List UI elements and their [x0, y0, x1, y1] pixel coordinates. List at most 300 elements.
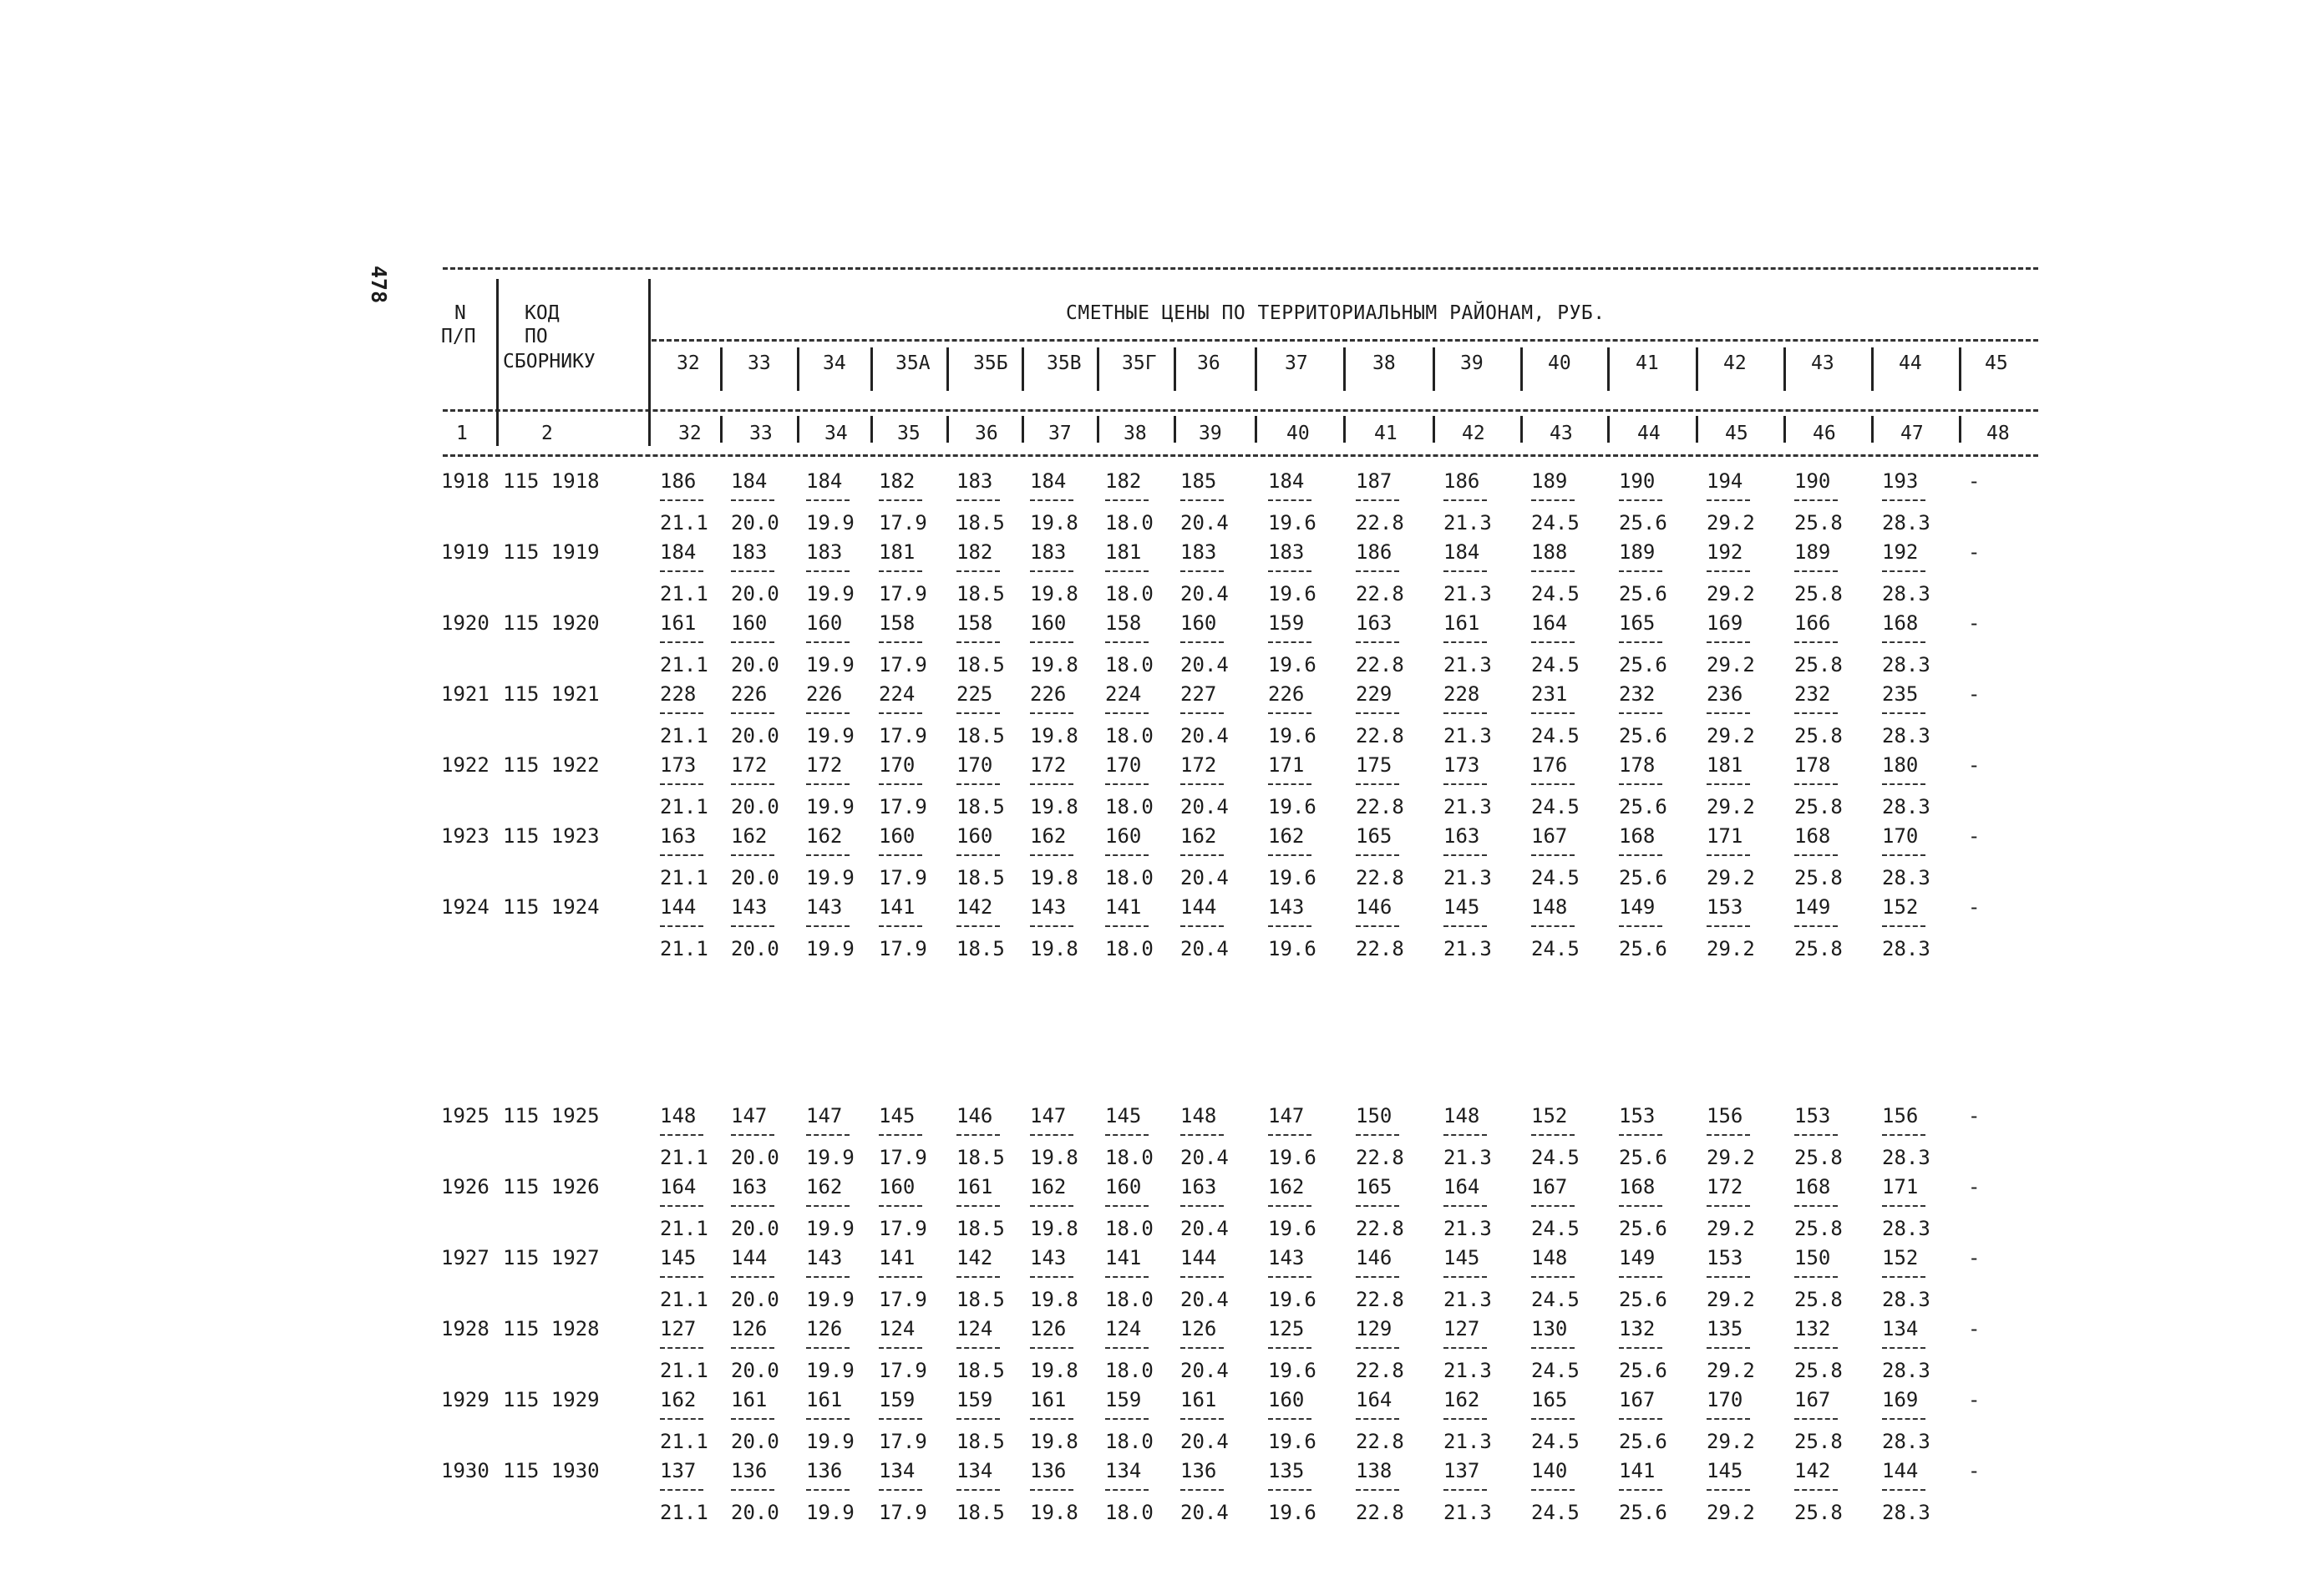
fraction-bar — [1030, 570, 1073, 572]
price-cell: 142 — [1794, 1459, 1831, 1482]
fraction-bar — [1443, 783, 1487, 785]
coefficient-cell: 21.3 — [1443, 1359, 1492, 1382]
fraction-bar — [1105, 499, 1149, 501]
coefficient-cell: 24.5 — [1531, 1146, 1580, 1169]
price-cell: 143 — [806, 1246, 843, 1269]
price-cell: 134 — [1882, 1317, 1919, 1340]
coefficient-cell: 19.6 — [1268, 653, 1316, 676]
coefficient-cell: 28.3 — [1882, 1501, 1930, 1524]
price-cell: 186 — [660, 469, 697, 493]
price-cell: 163 — [1356, 611, 1392, 635]
fraction-bar — [1180, 1276, 1224, 1278]
coefficient-cell: 17.9 — [879, 795, 927, 818]
price-cell: 171 — [1268, 753, 1305, 777]
fraction-bar — [1619, 1418, 1662, 1420]
column-number: 35 — [897, 423, 921, 444]
coefficient-cell: 20.4 — [1180, 582, 1229, 605]
row-number: 1919 — [441, 540, 490, 564]
fraction-bar — [1794, 641, 1838, 643]
region-divider — [720, 347, 723, 391]
fraction-bar — [956, 1418, 1000, 1420]
region-divider — [1433, 347, 1435, 391]
price-cell: 161 — [1180, 1388, 1217, 1411]
region-label: 35Г — [1122, 352, 1157, 374]
region-divider — [946, 347, 949, 391]
header-top-rule — [443, 267, 2038, 270]
coefficient-cell: 21.3 — [1443, 511, 1492, 535]
fraction-bar — [660, 712, 703, 714]
coefficient-cell: 29.2 — [1707, 724, 1755, 747]
fraction-bar — [806, 783, 850, 785]
price-cell: 144 — [731, 1246, 768, 1269]
price-cell: 161 — [1443, 611, 1480, 635]
column-number: 45 — [1725, 423, 1748, 444]
price-cell: 161 — [806, 1388, 843, 1411]
price-cell: 183 — [1030, 540, 1067, 564]
coefficient-cell: 25.8 — [1794, 1430, 1843, 1453]
fraction-bar — [1882, 570, 1925, 572]
price-cell: 143 — [1030, 895, 1067, 919]
coefficient-cell: 28.3 — [1882, 795, 1930, 818]
fraction-bar — [1443, 854, 1487, 856]
row-code: 115 1928 — [503, 1317, 600, 1340]
fraction-bar — [1794, 1134, 1838, 1136]
coefficient-cell: 17.9 — [879, 1430, 927, 1453]
fraction-bar — [1882, 1205, 1925, 1207]
fraction-bar — [731, 1347, 774, 1349]
coefficient-cell: 21.1 — [660, 937, 708, 960]
fraction-bar — [1356, 1347, 1399, 1349]
coefficient-cell: 20.0 — [731, 511, 779, 535]
coefficient-cell: 20.4 — [1180, 724, 1229, 747]
price-cell: 172 — [731, 753, 768, 777]
price-cell: 152 — [1531, 1104, 1568, 1127]
fraction-bar — [1531, 1347, 1575, 1349]
fraction-bar — [1105, 1134, 1149, 1136]
fraction-bar — [1180, 641, 1224, 643]
fraction-bar — [1619, 499, 1662, 501]
fraction-bar — [731, 1205, 774, 1207]
coefficient-cell: 18.0 — [1105, 1501, 1154, 1524]
price-cell: 186 — [1356, 540, 1392, 564]
price-cell: 143 — [806, 895, 843, 919]
fraction-bar — [731, 641, 774, 643]
region-label: 43 — [1811, 352, 1834, 374]
price-cell: 162 — [806, 1175, 843, 1198]
coefficient-cell: 25.8 — [1794, 1146, 1843, 1169]
price-cell: 181 — [1707, 753, 1743, 777]
price-cell: 160 — [879, 824, 916, 848]
column-number: 32 — [678, 423, 702, 444]
coefficient-cell: 20.0 — [731, 866, 779, 889]
coefficient-cell: 18.5 — [956, 582, 1005, 605]
fraction-bar — [879, 1418, 922, 1420]
price-cell: 162 — [660, 1388, 697, 1411]
price-cell: 170 — [1707, 1388, 1743, 1411]
price-cell: 153 — [1619, 1104, 1656, 1127]
region-divider — [1607, 347, 1610, 391]
coefficient-cell: 21.3 — [1443, 1430, 1492, 1453]
price-cell: 145 — [660, 1246, 697, 1269]
price-cell: 172 — [1180, 753, 1217, 777]
row-code: 115 1923 — [503, 824, 600, 848]
coefficient-cell: 22.8 — [1356, 866, 1404, 889]
fraction-bar — [1356, 1489, 1399, 1491]
price-cell: 167 — [1619, 1388, 1656, 1411]
fraction-bar — [731, 712, 774, 714]
coefficient-cell: 18.0 — [1105, 582, 1154, 605]
coefficient-cell: 21.1 — [660, 653, 708, 676]
coefficient-cell: 25.6 — [1619, 937, 1667, 960]
fraction-bar — [1707, 1418, 1750, 1420]
fraction-bar — [1180, 570, 1224, 572]
coefficient-cell: 20.0 — [731, 937, 779, 960]
price-cell: 184 — [1030, 469, 1067, 493]
fraction-bar — [1619, 1276, 1662, 1278]
price-cell: 160 — [1030, 611, 1067, 635]
region-divider — [797, 416, 799, 443]
price-cell: 145 — [879, 1104, 916, 1127]
price-cell: 178 — [1794, 753, 1831, 777]
price-cell: 162 — [1268, 824, 1305, 848]
price-cell: 152 — [1882, 1246, 1919, 1269]
fraction-bar — [806, 854, 850, 856]
coefficient-cell: 19.9 — [806, 1359, 855, 1382]
coefficient-cell: 19.6 — [1268, 511, 1316, 535]
last-column-dash: - — [1968, 540, 1981, 564]
coefficient-cell: 18.0 — [1105, 1217, 1154, 1240]
column-number: 1 — [456, 423, 468, 444]
coefficient-cell: 24.5 — [1531, 724, 1580, 747]
coefficient-cell: 20.0 — [731, 795, 779, 818]
price-cell: 147 — [1030, 1104, 1067, 1127]
fraction-bar — [1030, 925, 1073, 927]
column-number: 46 — [1813, 423, 1836, 444]
fraction-bar — [879, 570, 922, 572]
fraction-bar — [731, 1276, 774, 1278]
fraction-bar — [1794, 1276, 1838, 1278]
fraction-bar — [1882, 854, 1925, 856]
region-divider — [1097, 416, 1099, 443]
fraction-bar — [1794, 925, 1838, 927]
price-cell: 142 — [956, 1246, 993, 1269]
row-code: 115 1918 — [503, 469, 600, 493]
price-cell: 144 — [1180, 895, 1217, 919]
fraction-bar — [879, 1489, 922, 1491]
price-cell: 148 — [1531, 1246, 1568, 1269]
row-number: 1929 — [441, 1388, 490, 1411]
coefficient-cell: 29.2 — [1707, 1359, 1755, 1382]
fraction-bar — [1443, 1489, 1487, 1491]
coefficient-cell: 28.3 — [1882, 1288, 1930, 1311]
fraction-bar — [1356, 1134, 1399, 1136]
price-cell: 161 — [1030, 1388, 1067, 1411]
coefficient-cell: 19.8 — [1030, 795, 1078, 818]
fraction-bar — [1180, 499, 1224, 501]
coefficient-cell: 19.8 — [1030, 511, 1078, 535]
price-cell: 188 — [1531, 540, 1568, 564]
coefficient-cell: 18.5 — [956, 1359, 1005, 1382]
fraction-bar — [956, 641, 1000, 643]
price-cell: 127 — [660, 1317, 697, 1340]
header-divider — [496, 279, 499, 446]
price-cell: 184 — [806, 469, 843, 493]
price-cell: 142 — [956, 895, 993, 919]
price-cell: 145 — [1707, 1459, 1743, 1482]
price-cell: 169 — [1707, 611, 1743, 635]
coefficient-cell: 20.4 — [1180, 1430, 1229, 1453]
price-cell: 175 — [1356, 753, 1392, 777]
fraction-bar — [879, 854, 922, 856]
fraction-bar — [879, 1276, 922, 1278]
price-cell: 144 — [1180, 1246, 1217, 1269]
coefficient-cell: 22.8 — [1356, 1359, 1404, 1382]
coefficient-cell: 28.3 — [1882, 1146, 1930, 1169]
price-cell: 172 — [806, 753, 843, 777]
price-cell: 146 — [1356, 1246, 1392, 1269]
price-cell: 165 — [1356, 824, 1392, 848]
last-column-dash: - — [1968, 1104, 1981, 1127]
coefficient-cell: 29.2 — [1707, 1501, 1755, 1524]
coefficient-cell: 19.8 — [1030, 1217, 1078, 1240]
fraction-bar — [1180, 783, 1224, 785]
fraction-bar — [956, 1205, 1000, 1207]
region-divider — [1255, 347, 1257, 391]
price-cell: 189 — [1531, 469, 1568, 493]
fraction-bar — [1707, 1489, 1750, 1491]
region-label: 41 — [1636, 352, 1659, 374]
row-code: 115 1926 — [503, 1175, 600, 1198]
price-cell: 143 — [1268, 1246, 1305, 1269]
fraction-bar — [806, 1276, 850, 1278]
coefficient-cell: 28.3 — [1882, 1217, 1930, 1240]
coefficient-cell: 19.8 — [1030, 866, 1078, 889]
coefficient-cell: 19.9 — [806, 866, 855, 889]
price-cell: 162 — [1180, 824, 1217, 848]
coefficient-cell: 19.6 — [1268, 724, 1316, 747]
coefficient-cell: 25.6 — [1619, 866, 1667, 889]
fraction-bar — [1794, 854, 1838, 856]
price-cell: 149 — [1619, 1246, 1656, 1269]
price-cell: 164 — [1531, 611, 1568, 635]
coefficient-cell: 24.5 — [1531, 1430, 1580, 1453]
header-po-label: ПО — [525, 326, 548, 347]
fraction-bar — [1619, 1489, 1662, 1491]
coefficient-cell: 18.5 — [956, 511, 1005, 535]
coefficient-cell: 19.8 — [1030, 724, 1078, 747]
fraction-bar — [1268, 499, 1311, 501]
fraction-bar — [1180, 1418, 1224, 1420]
coefficient-cell: 28.3 — [1882, 1359, 1930, 1382]
fraction-bar — [1707, 499, 1750, 501]
fraction-bar — [660, 1489, 703, 1491]
coefficient-cell: 20.4 — [1180, 866, 1229, 889]
price-cell: 184 — [660, 540, 697, 564]
fraction-bar — [1030, 499, 1073, 501]
price-cell: 140 — [1531, 1459, 1568, 1482]
coefficient-cell: 19.9 — [806, 1501, 855, 1524]
fraction-bar — [1105, 570, 1149, 572]
coefficient-cell: 24.5 — [1531, 937, 1580, 960]
price-cell: 130 — [1531, 1317, 1568, 1340]
fraction-bar — [956, 1347, 1000, 1349]
price-cell: 183 — [956, 469, 993, 493]
price-cell: 143 — [1030, 1246, 1067, 1269]
region-divider — [870, 347, 873, 391]
coefficient-cell: 25.6 — [1619, 582, 1667, 605]
price-cell: 136 — [1030, 1459, 1067, 1482]
coefficient-cell: 17.9 — [879, 1501, 927, 1524]
row-number: 1925 — [441, 1104, 490, 1127]
price-cell: 170 — [1882, 824, 1919, 848]
coefficient-cell: 18.0 — [1105, 724, 1154, 747]
column-number: 34 — [824, 423, 848, 444]
coefficient-cell: 24.5 — [1531, 511, 1580, 535]
coefficient-cell: 22.8 — [1356, 1501, 1404, 1524]
price-cell: 136 — [806, 1459, 843, 1482]
fraction-bar — [1794, 1489, 1838, 1491]
region-label: 35Б — [973, 352, 1008, 374]
fraction-bar — [660, 1134, 703, 1136]
coefficient-cell: 21.1 — [660, 866, 708, 889]
fraction-bar — [660, 641, 703, 643]
price-cell: 146 — [956, 1104, 993, 1127]
coefficient-cell: 29.2 — [1707, 1288, 1755, 1311]
fraction-bar — [1882, 1276, 1925, 1278]
row-code: 115 1920 — [503, 611, 600, 635]
region-divider — [1022, 347, 1024, 391]
price-cell: 147 — [731, 1104, 768, 1127]
price-cell: 148 — [1180, 1104, 1217, 1127]
coefficient-cell: 25.6 — [1619, 724, 1667, 747]
price-cell: 153 — [1707, 895, 1743, 919]
coefficient-cell: 17.9 — [879, 511, 927, 535]
fraction-bar — [1105, 1489, 1149, 1491]
price-cell: 125 — [1268, 1317, 1305, 1340]
price-cell: 228 — [660, 682, 697, 706]
fraction-bar — [1443, 1134, 1487, 1136]
fraction-bar — [1619, 1205, 1662, 1207]
fraction-bar — [1268, 925, 1311, 927]
price-cell: 126 — [1030, 1317, 1067, 1340]
price-cell: 166 — [1794, 611, 1831, 635]
price-cell: 224 — [1105, 682, 1142, 706]
fraction-bar — [1105, 854, 1149, 856]
coefficient-cell: 20.4 — [1180, 1501, 1229, 1524]
price-cell: 162 — [806, 824, 843, 848]
price-cell: 160 — [1105, 1175, 1142, 1198]
fraction-bar — [1030, 712, 1073, 714]
price-cell: 187 — [1356, 469, 1392, 493]
price-cell: 147 — [1268, 1104, 1305, 1127]
price-cell: 159 — [1105, 1388, 1142, 1411]
price-cell: 145 — [1443, 1246, 1480, 1269]
coefficient-cell: 25.8 — [1794, 1359, 1843, 1382]
fraction-bar — [1619, 641, 1662, 643]
price-cell: 153 — [1794, 1104, 1831, 1127]
fraction-bar — [1531, 570, 1575, 572]
region-divider — [1520, 347, 1523, 391]
fraction-bar — [1105, 641, 1149, 643]
fraction-bar — [731, 1134, 774, 1136]
fraction-bar — [1105, 1347, 1149, 1349]
coefficient-cell: 21.1 — [660, 1359, 708, 1382]
region-label: 45 — [1985, 352, 2008, 374]
coefficient-cell: 21.3 — [1443, 582, 1492, 605]
last-column-dash: - — [1968, 1246, 1981, 1269]
coefficient-cell: 17.9 — [879, 582, 927, 605]
fraction-bar — [1268, 1134, 1311, 1136]
coefficient-cell: 19.6 — [1268, 1146, 1316, 1169]
fraction-bar — [956, 1134, 1000, 1136]
price-cell: 226 — [1030, 682, 1067, 706]
coefficient-cell: 18.0 — [1105, 653, 1154, 676]
fraction-bar — [956, 1276, 1000, 1278]
fraction-bar — [1105, 1276, 1149, 1278]
fraction-bar — [1268, 1276, 1311, 1278]
price-cell: 126 — [806, 1317, 843, 1340]
price-cell: 183 — [731, 540, 768, 564]
price-cell: 168 — [1619, 1175, 1656, 1198]
row-number: 1920 — [441, 611, 490, 635]
coefficient-cell: 18.0 — [1105, 1430, 1154, 1453]
fraction-bar — [1268, 570, 1311, 572]
fraction-bar — [1180, 712, 1224, 714]
price-cell: 135 — [1707, 1317, 1743, 1340]
price-cell: 172 — [1707, 1175, 1743, 1198]
region-divider — [1607, 416, 1610, 443]
column-number: 2 — [541, 423, 553, 444]
coefficient-cell: 21.1 — [660, 1501, 708, 1524]
coefficient-cell: 19.6 — [1268, 1288, 1316, 1311]
price-cell: 148 — [1531, 895, 1568, 919]
coefficient-cell: 29.2 — [1707, 582, 1755, 605]
price-cell: 161 — [660, 611, 697, 635]
fraction-bar — [660, 925, 703, 927]
fraction-bar — [1105, 925, 1149, 927]
fraction-bar — [1531, 1205, 1575, 1207]
coefficient-cell: 19.9 — [806, 1430, 855, 1453]
price-cell: 228 — [1443, 682, 1480, 706]
coefficient-cell: 17.9 — [879, 866, 927, 889]
coefficient-cell: 29.2 — [1707, 795, 1755, 818]
fraction-bar — [879, 499, 922, 501]
coefficient-cell: 20.0 — [731, 1501, 779, 1524]
price-cell: 182 — [1105, 469, 1142, 493]
price-cell: 150 — [1794, 1246, 1831, 1269]
fraction-bar — [806, 1418, 850, 1420]
fraction-bar — [731, 854, 774, 856]
coefficient-cell: 25.6 — [1619, 511, 1667, 535]
coefficient-cell: 18.5 — [956, 795, 1005, 818]
price-cell: 152 — [1882, 895, 1919, 919]
fraction-bar — [1443, 712, 1487, 714]
price-cell: 159 — [1268, 611, 1305, 635]
fraction-bar — [1180, 1347, 1224, 1349]
price-cell: 135 — [1268, 1459, 1305, 1482]
coefficient-cell: 22.8 — [1356, 795, 1404, 818]
fraction-bar — [660, 854, 703, 856]
coefficient-cell: 24.5 — [1531, 1501, 1580, 1524]
fraction-bar — [1619, 1347, 1662, 1349]
fraction-bar — [1882, 1347, 1925, 1349]
coefficient-cell: 25.6 — [1619, 1430, 1667, 1453]
region-divider — [1174, 347, 1176, 391]
fraction-bar — [731, 1418, 774, 1420]
price-cell: 172 — [1030, 753, 1067, 777]
column-number: 42 — [1462, 423, 1485, 444]
coefficient-cell: 20.4 — [1180, 511, 1229, 535]
